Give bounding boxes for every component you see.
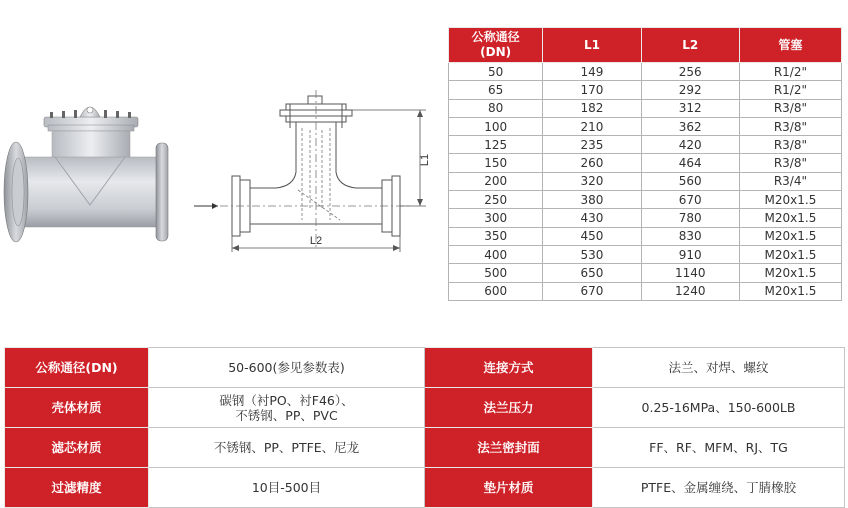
header-l2: L2 (641, 28, 739, 63)
table-cell: 910 (641, 245, 739, 263)
table-row (449, 136, 842, 154)
table-cell: 150 (449, 154, 543, 172)
table-cell: 1140 (641, 264, 739, 282)
table-cell: M20x1.5 (739, 227, 841, 245)
table-cell: 380 (543, 191, 641, 209)
table-cell: 235 (543, 136, 641, 154)
table-cell: 450 (543, 227, 641, 245)
dimension-table (448, 27, 842, 301)
spec-label: 法兰压力 (425, 388, 593, 428)
table-cell: 350 (449, 227, 543, 245)
table-cell: 312 (641, 99, 739, 117)
table-cell: 182 (543, 99, 641, 117)
spec-value: 50-600(参见参数表) (149, 348, 425, 388)
spec-label: 滤芯材质 (5, 428, 149, 468)
table-cell: 200 (449, 172, 543, 190)
table-row (449, 282, 842, 300)
dimension-table-body (449, 63, 842, 301)
spec-value: PTFE、金属缠绕、丁腈橡胶 (593, 468, 845, 508)
table-cell: M20x1.5 (739, 245, 841, 263)
table-cell: R3/8" (739, 117, 841, 135)
product-photo (0, 95, 180, 255)
table-cell: 170 (543, 81, 641, 99)
table-row (449, 99, 842, 117)
spec-label: 壳体材质 (5, 388, 149, 428)
spec-label: 连接方式 (425, 348, 593, 388)
spec-table (4, 347, 845, 508)
table-cell: 430 (543, 209, 641, 227)
table-cell: 362 (641, 117, 739, 135)
spec-row (5, 348, 845, 388)
spec-label: 过滤精度 (5, 468, 149, 508)
table-row (449, 81, 842, 99)
table-row (449, 245, 842, 263)
table-row (449, 191, 842, 209)
table-cell: 210 (543, 117, 641, 135)
table-cell: 250 (449, 191, 543, 209)
table-cell: 300 (449, 209, 543, 227)
spec-table-body (5, 348, 845, 508)
table-cell: R1/2" (739, 63, 841, 81)
table-cell: R1/2" (739, 81, 841, 99)
spec-value: 法兰、对焊、螺纹 (593, 348, 845, 388)
table-cell: R3/8" (739, 136, 841, 154)
table-row (449, 117, 842, 135)
table-cell: M20x1.5 (739, 282, 841, 300)
header-l1: L1 (543, 28, 641, 63)
table-cell: 560 (641, 172, 739, 190)
spec-value: 0.25-16MPa、150-600LB (593, 388, 845, 428)
table-row (449, 154, 842, 172)
table-cell: 400 (449, 245, 543, 263)
spec-value: 不锈钢、PP、PTFE、尼龙 (149, 428, 425, 468)
table-row (449, 227, 842, 245)
table-cell: 320 (543, 172, 641, 190)
dimension-drawing (190, 90, 440, 260)
table-cell: 600 (449, 282, 543, 300)
spec-value: 10目-500目 (149, 468, 425, 508)
table-cell: 260 (543, 154, 641, 172)
table-cell: 420 (641, 136, 739, 154)
table-cell: 500 (449, 264, 543, 282)
table-cell: 149 (543, 63, 641, 81)
dimension-table-header (449, 28, 842, 63)
table-cell: 256 (641, 63, 739, 81)
spec-row (5, 468, 845, 508)
table-row (449, 172, 842, 190)
l1-label: L1 (419, 153, 431, 167)
table-cell: 80 (449, 99, 543, 117)
table-row (449, 264, 842, 282)
table-cell: M20x1.5 (739, 264, 841, 282)
table-cell: R3/8" (739, 154, 841, 172)
header-dn: 公称通径 (DN) (449, 28, 543, 63)
table-cell: M20x1.5 (739, 209, 841, 227)
table-cell: 464 (641, 154, 739, 172)
spec-label: 法兰密封面 (425, 428, 593, 468)
table-cell: 830 (641, 227, 739, 245)
table-cell: R3/8" (739, 99, 841, 117)
header-plug: 管塞 (739, 28, 841, 63)
table-cell: 100 (449, 117, 543, 135)
l2-label: L2 (309, 235, 323, 247)
table-cell: 1240 (641, 282, 739, 300)
table-cell: 50 (449, 63, 543, 81)
table-cell: 530 (543, 245, 641, 263)
table-cell: 125 (449, 136, 543, 154)
table-cell: M20x1.5 (739, 191, 841, 209)
spec-row (5, 428, 845, 468)
table-cell: 670 (641, 191, 739, 209)
table-cell: 65 (449, 81, 543, 99)
table-cell: 780 (641, 209, 739, 227)
spec-value: 碳钢（衬PO、衬F46）、 不锈钢、PP、PVC (149, 388, 425, 428)
spec-label: 垫片材质 (425, 468, 593, 508)
table-cell: 292 (641, 81, 739, 99)
spec-row (5, 388, 845, 428)
table-cell: 650 (543, 264, 641, 282)
table-row (449, 63, 842, 81)
spec-value: FF、RF、MFM、RJ、TG (593, 428, 845, 468)
spec-label: 公称通径(DN) (5, 348, 149, 388)
table-row (449, 209, 842, 227)
table-cell: 670 (543, 282, 641, 300)
table-cell: R3/4" (739, 172, 841, 190)
